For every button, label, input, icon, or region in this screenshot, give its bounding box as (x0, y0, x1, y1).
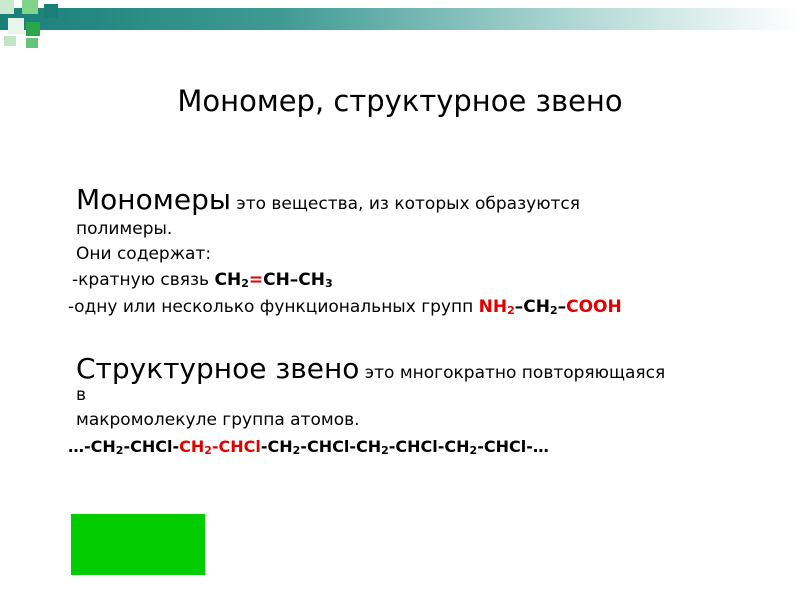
unit-definition: это многократно повторяющаяся (359, 363, 666, 383)
unit-definition-c: макромолекуле группа атомов. (76, 410, 360, 430)
contain-text: Они содержат: (76, 244, 212, 264)
unit-term: Структурное звено (76, 352, 360, 385)
header-gradient-bar (0, 8, 800, 30)
multiple-bond-formula: $CH_2=CH-CH_3$ (214, 270, 333, 290)
polymer-chain-formula: $\dots-CH_2-CHCl-CH_2-CHCl-CH_2-CHCl-CH_2-CHCl-CH_2-CHCl-\dots$ (68, 437, 549, 457)
slide-title: Мономер, структурное звено (177, 84, 623, 118)
monomers-definition: это вещества, из которых образуются (230, 194, 580, 214)
decor-square (26, 22, 40, 36)
highlighted-unit: $CH_2$-CHCl (179, 437, 261, 457)
green-rectangle (71, 514, 205, 575)
functional-groups-prefix: -одну или несколько функциональных групп (68, 297, 479, 317)
decor-square (0, 0, 14, 14)
monomers-line (76, 183, 580, 216)
multiple-bond-prefix: -кратную связь (72, 270, 215, 290)
decor-square (8, 18, 24, 34)
decor-square (26, 38, 38, 48)
decor-square (4, 36, 16, 46)
unit-line (76, 352, 665, 385)
functional-groups-line (68, 297, 622, 317)
functional-groups-formula: $NH_2-CH_2$–COOH (478, 297, 622, 317)
monomers-definition-cont: полимеры. (76, 219, 173, 239)
header-decoration (0, 0, 800, 44)
multiple-bond-line (72, 270, 333, 290)
decor-square (22, 0, 38, 14)
monomers-term: Мономеры (76, 183, 231, 216)
decor-square (44, 4, 58, 18)
unit-definition-b: в (76, 385, 87, 405)
